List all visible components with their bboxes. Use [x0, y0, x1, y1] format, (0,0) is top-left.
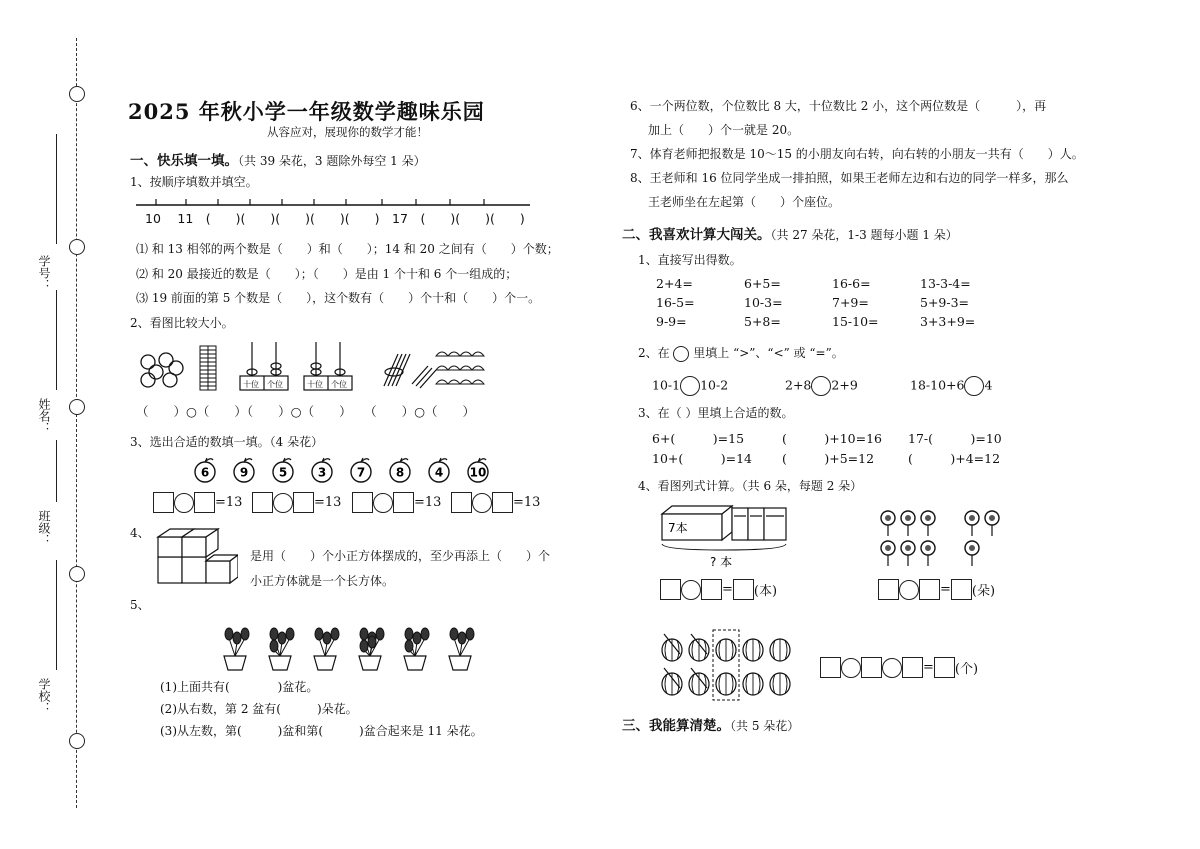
compare-right: 10-2 — [700, 377, 729, 393]
equals-13: =13 — [414, 495, 442, 510]
compare-right: 4 — [984, 377, 993, 393]
flower-icon — [881, 541, 895, 566]
apple-icon — [234, 458, 254, 482]
binding-hole — [69, 86, 85, 102]
q5-line-1[interactable]: (1)上面共有( )盆花。 — [160, 680, 319, 694]
calc-item[interactable]: 5+9-3= — [920, 295, 970, 310]
lantern-icon — [743, 639, 763, 661]
answer-box[interactable] — [861, 657, 882, 678]
class-label: 班级： — [37, 510, 51, 546]
answer-box[interactable] — [451, 492, 472, 513]
flower-pot-icon — [314, 628, 339, 670]
flower-pot-icon — [359, 628, 384, 670]
apple-icon — [429, 458, 449, 482]
abacus-tens-label: 十位 — [243, 380, 259, 389]
lantern-icon — [662, 668, 682, 695]
book-question: ? 本 — [710, 555, 733, 569]
answer-box[interactable] — [153, 492, 174, 513]
compare-item-1 — [652, 376, 728, 396]
q2-title: 2、看图比较大小。 — [130, 316, 234, 330]
lantern-icon — [716, 639, 736, 661]
abacus-ones-label: 个位 — [267, 380, 283, 389]
operator-circle[interactable] — [174, 493, 194, 513]
lantern-icon — [770, 673, 790, 695]
compare-circle[interactable] — [811, 376, 831, 396]
number-line-values[interactable]: 10 11 ( )( )( )( )( ) 17 ( )( )( ) — [145, 211, 525, 226]
stick-bundle-icon — [384, 354, 436, 388]
apple-number: 3 — [317, 465, 327, 480]
compare-left: 10-1 — [652, 377, 681, 393]
answer-box[interactable] — [733, 579, 754, 600]
apple-icon — [195, 458, 215, 482]
compare-right: 2+9 — [831, 377, 858, 393]
calc-item[interactable]: 10-3= — [744, 295, 783, 310]
q3-equation-3 — [352, 492, 441, 513]
equals-13: =13 — [314, 495, 342, 510]
apple-icon — [390, 458, 410, 482]
lantern-icon — [689, 634, 709, 661]
equals-13: =13 — [513, 495, 541, 510]
school-label: 学校： — [37, 678, 51, 714]
flower-icon — [881, 511, 895, 536]
apple-number: 10 — [469, 465, 487, 480]
binding-hole — [69, 566, 85, 582]
equals-13: =13 — [215, 495, 243, 510]
flower-icon — [965, 511, 979, 536]
flower-icon — [965, 541, 979, 566]
apple-number: 6 — [200, 465, 210, 480]
calc-q1-title: 1、直接写出得数。 — [638, 253, 742, 267]
calc-q2-title-a: 2、在 — [638, 346, 670, 360]
answer-box[interactable] — [878, 579, 899, 600]
q5-line-2[interactable]: (2)从右数，第 2 盆有( )朵花。 — [160, 702, 358, 716]
answer-box[interactable] — [293, 492, 314, 513]
compare-circle[interactable] — [964, 376, 984, 396]
answer-box[interactable] — [492, 492, 513, 513]
answer-box[interactable] — [352, 492, 373, 513]
part2-note: （共 27 朵花，1-3 题每小题 1 朵） — [770, 228, 958, 242]
book-label: 7本 — [668, 521, 688, 535]
calc-item[interactable]: 3+3+9= — [920, 314, 976, 329]
ten-blocks-icon — [200, 346, 216, 390]
calc-item[interactable]: 6+5= — [744, 276, 781, 291]
apple-number: 4 — [434, 465, 444, 480]
student-number-label: 学号： — [37, 255, 51, 291]
bead-rings-icon — [141, 353, 183, 387]
answer-box[interactable] — [701, 579, 722, 600]
fill-blank-6[interactable]: ( )+4=12 — [908, 451, 1001, 466]
q6-line-2[interactable]: 加上（ ）个一就是 20。 — [648, 123, 800, 137]
q1-line-1[interactable]: ⑴ 和 13 相邻的两个数是（ ）和（ ）；14 和 20 之间有（ ）个数； — [136, 242, 559, 256]
calc-q2-title — [638, 344, 844, 362]
q3-equation-4 — [451, 492, 540, 513]
circle-icon — [673, 346, 689, 362]
operator-circle[interactable] — [899, 580, 919, 600]
q8-line-1: 8、王老师和 16 位同学坐成一排拍照，如果王老师左边和右边的同学一样多，那么 — [630, 171, 1069, 185]
part2-heading-text: 二、我喜欢计算大闯关。 — [622, 227, 771, 243]
calc-item[interactable]: 15-10= — [832, 314, 879, 329]
flower-pots-row — [216, 622, 476, 672]
calc-q2-title-b: 里填上 “>”、“<” 或 “=”。 — [693, 346, 844, 360]
q4-label: 4、 — [130, 526, 150, 540]
apple-number: 9 — [239, 465, 249, 480]
answer-box[interactable] — [660, 579, 681, 600]
compare-item-3 — [910, 376, 992, 396]
q8-line-2[interactable]: 王老师坐在左起第（ ）个座位。 — [648, 195, 841, 209]
calc-item[interactable]: 16-6= — [832, 276, 871, 291]
calc-item[interactable]: 16-5= — [656, 295, 695, 310]
lantern-icon — [770, 639, 790, 661]
apple-icon — [273, 458, 293, 482]
abacus-ones-label: 个位 — [331, 380, 347, 389]
apple-icon — [468, 458, 488, 482]
operator-circle[interactable] — [681, 580, 701, 600]
q1-line-3[interactable]: ⑶ 19 前面的第 5 个数是（ ），这个数有（ ）个十和（ ）个一。 — [136, 291, 541, 305]
answer-box[interactable] — [820, 657, 841, 678]
operator-circle[interactable] — [841, 658, 861, 678]
q4-line-2: 小正方体就是一个长方体。 — [250, 574, 395, 588]
apple-number-row — [190, 457, 510, 485]
lanterns-picture — [656, 628, 796, 702]
lantern-icon — [743, 673, 763, 695]
answer-box[interactable] — [919, 579, 940, 600]
q5-label: 5、 — [130, 598, 150, 612]
apple-number: 5 — [278, 465, 288, 480]
flower-equation: = (朵) — [878, 579, 995, 600]
part3-heading-text: 三、我能算清楚。 — [622, 718, 730, 734]
operator-circle[interactable] — [373, 493, 393, 513]
class-line[interactable] — [56, 440, 57, 502]
calc-item[interactable]: 2+4= — [656, 276, 693, 291]
answer-box[interactable] — [934, 657, 955, 678]
q6-line-1[interactable]: 6、一个两位数，个位数比 8 大，十位数比 2 小，这个两位数是（ ），再 — [630, 99, 1047, 113]
calc-item[interactable]: 9-9= — [656, 314, 687, 329]
fill-blank-1[interactable]: 6+( )=15 — [652, 431, 745, 446]
name-label: 姓名： — [37, 398, 51, 434]
flower-icon — [901, 511, 915, 536]
calc-item[interactable]: 5+8= — [744, 314, 781, 329]
q3-equation-1 — [153, 492, 242, 513]
unit-flowers: (朵) — [971, 584, 996, 599]
flower-pot-icon — [224, 628, 249, 670]
flower-pot-icon — [404, 628, 429, 670]
part3-note: （共 5 朵花） — [730, 719, 800, 733]
answer-box[interactable] — [393, 492, 414, 513]
cube-stack-icon — [154, 527, 238, 589]
flower-pot-icon — [269, 628, 294, 670]
operator-circle[interactable] — [882, 658, 902, 678]
lantern-icon — [716, 673, 736, 695]
mushroom-grid-icon — [436, 352, 484, 384]
lantern-icon — [662, 634, 682, 661]
calc-item[interactable]: 7+9= — [832, 295, 869, 310]
flower-icon — [921, 511, 935, 536]
compare-circle[interactable] — [680, 376, 700, 396]
part3-heading — [622, 714, 799, 734]
school-line[interactable] — [56, 560, 57, 670]
book-equation: = (本) — [660, 579, 777, 600]
flower-icon — [921, 541, 935, 566]
part2-heading — [622, 223, 958, 243]
compare-item-2 — [785, 376, 858, 396]
unit-items: (个) — [954, 662, 979, 677]
binding-hole — [69, 399, 85, 415]
compare-left: 18-10+6 — [910, 377, 965, 393]
apple-number: 7 — [356, 465, 366, 480]
binding-hole — [69, 239, 85, 255]
part1-heading-text: 一、快乐填一填。 — [130, 153, 238, 169]
answer-box[interactable] — [902, 657, 923, 678]
flower-icon — [985, 511, 999, 536]
apple-number: 8 — [395, 465, 405, 480]
apple-icons — [195, 458, 488, 482]
page-title: 2025 年秋小学一年级数学趣味乐园 — [128, 99, 485, 124]
calc-q4-title: 4、看图列式计算。（共 6 朵，每题 2 朵） — [638, 479, 863, 493]
q2-pictures — [136, 340, 496, 396]
flower-pot-icon — [449, 628, 474, 670]
answer-box[interactable] — [194, 492, 215, 513]
flowers-picture — [880, 508, 1010, 568]
page-subtitle: 从容应对，展现你的数学才能！ — [267, 125, 428, 139]
books-picture — [660, 502, 790, 572]
lantern-icon — [689, 668, 709, 695]
part1-note: （共 39 朵花，3 题除外每空 1 朵） — [238, 154, 426, 168]
binding-dashed-line — [76, 38, 77, 808]
student-number-line[interactable] — [56, 134, 57, 244]
binding-hole — [69, 733, 85, 749]
answer-box[interactable] — [252, 492, 273, 513]
fill-blank-2[interactable]: ( )+10=16 — [782, 431, 883, 446]
q1-title: 1、按顺序填数并填空。 — [130, 175, 258, 189]
q4-line-1[interactable]: 是用（ ）个小正方体摆成的，至少再添上（ ）个 — [250, 549, 551, 563]
answer-box[interactable] — [951, 579, 972, 600]
q1-line-2[interactable]: ⑵ 和 20 最接近的数是（ ）；（ ）是由 1 个十和 6 个一组成的； — [136, 267, 518, 281]
operator-circle[interactable] — [273, 493, 293, 513]
apple-icon — [312, 458, 332, 482]
fill-blank-4[interactable]: 10+( )=14 — [652, 451, 753, 466]
part1-heading — [130, 149, 426, 169]
q2-compare-row[interactable]: （ ）○（ ）（ ）○（ ） （ ）○（ ） — [136, 404, 475, 419]
calc-item[interactable]: 13-3-4= — [920, 276, 971, 291]
q3-equation-2 — [252, 492, 341, 513]
q5-line-3[interactable]: (3)从左数，第( )盆和第( )盆合起来是 11 朵花。 — [160, 724, 483, 738]
fill-blank-3[interactable]: 17-( )=10 — [908, 431, 1002, 446]
unit-books: (本) — [753, 584, 778, 599]
abacus-tens-label: 十位 — [307, 380, 323, 389]
name-line[interactable] — [56, 290, 57, 390]
fill-blank-5[interactable]: ( )+5=12 — [782, 451, 875, 466]
operator-circle[interactable] — [472, 493, 492, 513]
calc-q3-title: 3、在（ ）里填上合适的数。 — [638, 406, 794, 420]
flower-icon — [901, 541, 915, 566]
q7-line[interactable]: 7、体育老师把报数是 10～15 的小朋友向右转，向右转的小朋友一共有（ ）人。 — [630, 147, 1084, 161]
compare-left: 2+8 — [785, 377, 812, 393]
lantern-equation: = (个) — [820, 657, 978, 678]
q3-title: 3、选出合适的数填一填。（4 朵花） — [130, 435, 324, 449]
apple-icon — [351, 458, 371, 482]
